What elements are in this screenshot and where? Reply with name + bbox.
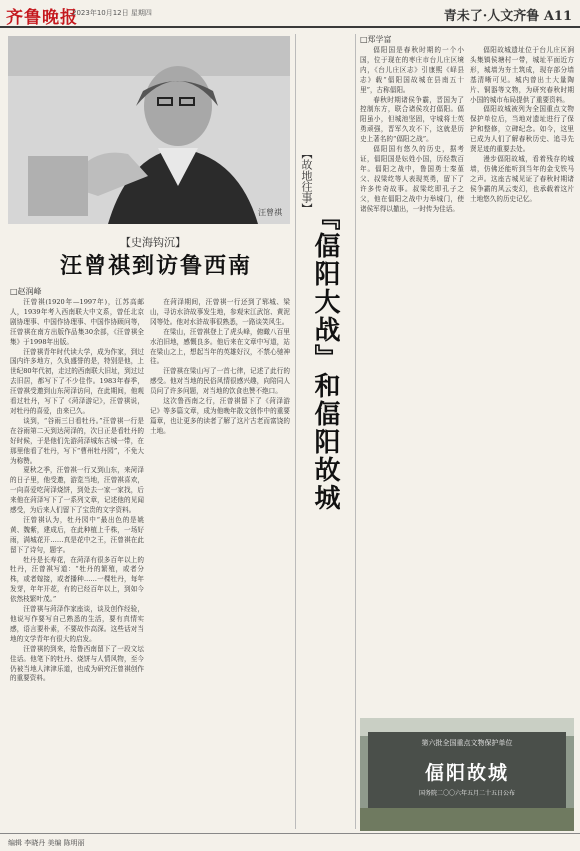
paragraph: 漫步偪阳故城，看着残存的城墙，仿佛还能听到当年的金戈铁马之声。这座古城见证了春秋时期诸侯争霸的风云变幻，也承载着这片土地悠久的历史记忆。 (470, 154, 574, 203)
paragraph: 在梁山，汪曾祺登上了虎头峰，俯瞰八百里水泊旧地，感慨良多。他后来在文章中写道，站在梁山之上，想起当年的英雄好汉，不禁心驰神往。 (150, 327, 290, 366)
stele-title: 偪阳故城 (424, 762, 509, 784)
paragraph: 汪曾祺青年时代读大学，成为作家，到过国内许多地方，久负盛誉的是，特别是他，上世纪80年代初，走过的西南联大旧址，到过过去旧居，都写下了不少佳作。1983年春季，汪曾祺受邀到山东菏泽访问，在此期间，他观看过牡丹，写下了《菏泽游记》，汪曾祺说，对牡丹的喜爱，由来已久。 (10, 347, 144, 415)
article2-title: 『偪阳大战』和偪阳故城 (310, 204, 340, 512)
paragraph: 这次鲁西南之行，汪曾祺留下了《菏泽游记》等多篇文章，成为他晚年散文创作中的重要篇章，也让更多的读者了解了这片古老而富饶的土地。 (150, 397, 290, 435)
section-title: 青未了·人文齐鲁 A11 (443, 9, 572, 24)
stele-caption: 国务院二〇〇六年五月二十五日公布 (418, 790, 515, 797)
stele-photo (360, 718, 574, 831)
column-divider (355, 34, 356, 829)
paragraph: 在菏泽期间，汪曾祺一行还到了郓城、梁山，寻访水浒故事发生地，参观宋江武馆、黄泥冈等处。他对水浒故事很熟悉，一路谈笑风生。 (150, 298, 290, 326)
article2-column-1 (360, 46, 464, 712)
author-photo (8, 36, 290, 224)
article1-title: 汪曾祺到访鲁西南 (60, 253, 253, 279)
paragraph: 汪曾祺(1920年—1997年)，江苏高邮人，1939年考入西南联大中文系，曾任北京剧协理事、中国作协理事、中国作协顾问等，汪曾祺在南方出版作品集30余部，《汪曾祺全集》于1998年出版。 (10, 298, 144, 346)
article1-byline: □赵润峰 (10, 287, 42, 296)
issue-date: 2023年10月12日 星期四 (72, 9, 152, 17)
article1-column-2 (150, 298, 290, 825)
paragraph: 汪曾祺与菏泽作家座谈，谈及创作经验，他说写作要写自己熟悉的生活，要有真情实感，语言要朴素，不要故作高深。这些话对当地的文学青年有很大的启发。 (10, 605, 144, 643)
paragraph: 夏秋之季，汪曾祺一行又到山东，来菏泽的日子里，他受邀，游览当地，汪曾祺喜欢，一向喜爱吃菏泽烧饼，到处去一家一家找，后来他在菏泽写下了一系列文章，记述他的见闻感受，为后来人们留下了宝贵的文字资料。 (10, 466, 144, 515)
page-footer (0, 833, 580, 851)
paragraph: 汪曾祺认为，牡丹园中“最出色的是姚黄、魏紫，建成后，在此种植上千株，一场好雨，满城花开……真是花中之王，汪曾祺在此留下了诗句，题字。 (10, 515, 144, 554)
paragraph: 谈到，“谷雨三日看牡丹。”汪曾祺一行是在谷雨第二天到达菏泽的，次日正是看牡丹的好时候，于是他们先游菏泽城东古城一带，在那里他看了牡丹，写下“曹州牡丹园”，不免大为称赞。 (10, 416, 144, 465)
stele-heading: 第六批全国重点文物保护单位 (421, 739, 513, 747)
paragraph: 偪阳国有悠久的历史，据考证，偪阳国是妘姓小国，历经数百年。偪阳之战中，鲁国勇士秦堇父、叔梁纥等人表现英勇，留下了许多传奇故事。叔梁纥即孔子之父，他在偪阳之战中力举城门，使诸侯军得以撤出，一时传为佳话。 (360, 145, 464, 213)
article2-byline: □郑学富 (360, 35, 392, 44)
photo-credit: 汪曾祺 (258, 208, 282, 217)
paragraph: 偪阳故城遗址位于台儿庄区涧头集镇侯塘村一带，城址平面近方形，城墙为夯土筑成，现存部分墙基清晰可见。城内曾出土大量陶片、铜器等文物，为研究春秋时期小国的城市布局提供了重要资料。 (470, 46, 574, 104)
column-divider (295, 34, 296, 829)
article2-column-2 (470, 46, 574, 712)
article1-column-1 (10, 298, 144, 825)
newspaper-logo: 齐鲁晚报 (6, 8, 78, 28)
article2-kicker: 【故地往事】 (300, 148, 313, 214)
article1-kicker: 【史海钩沉】 (120, 236, 186, 249)
page-header (0, 0, 580, 28)
paragraph: 偪阳故城被列为全国重点文物保护单位后，当地对遗址进行了保护和整修，立碑纪念。如今，这里已成为人们了解春秋历史、追寻先贤足迹的重要去处。 (470, 105, 574, 154)
paragraph: 汪曾祺在梁山写了一首七律，记述了此行的感受。他对当地的民俗风情很感兴趣，向陪同人员问了许多问题，对当地的饮食也赞不绝口。 (150, 367, 290, 396)
paragraph: 汪曾祺的到来，给鲁西南留下了一段文坛佳话。他笔下的牡丹、烧饼与人情风物，至今仍被当地人津津乐道，也成为研究汪曾祺创作的重要资料。 (10, 644, 144, 683)
paragraph: 牡丹是长寿花，在菏泽有很多百年以上的牡丹，汪曾祺写道：“牡丹的繁殖，或者分株，或者嫁接，或者播种……一棵牡丹，每年发芽，年年开花，有的已经百年以上，到如今依然枝繁叶茂。” (10, 555, 144, 604)
paragraph: 春秋时期诸侯争霸，晋国为了控制东方，联合诸侯攻打偪阳。偪阳虽小，但城池坚固，守城将士英勇顽强，晋军久攻不下，这就是历史上著名的“偪阳之战”。 (360, 95, 464, 144)
paragraph: 偪阳国是春秋时期的一个小国，位于现在的枣庄市台儿庄区境内，《台儿庄区志》引康熙《峄县志》载“偪阳国故城在县南五十里”，古称偪阳。 (360, 46, 464, 94)
editor-credits: 编辑 李晓丹 美编 陈明丽 (8, 839, 85, 847)
